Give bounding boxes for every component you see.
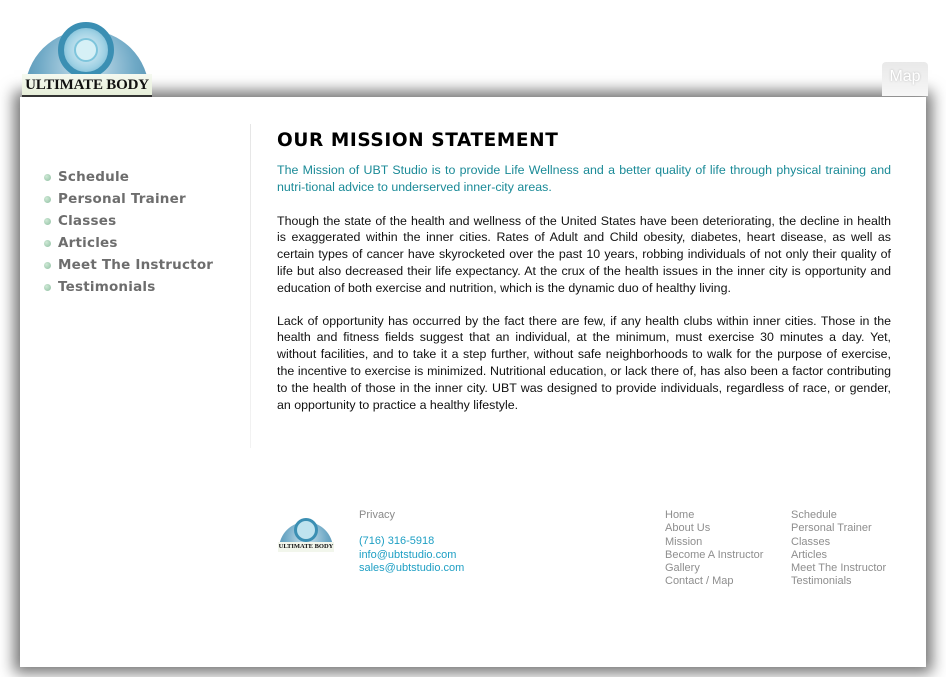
footer-link-testimonials[interactable]: Testimonials — [791, 575, 852, 588]
footer-link-gallery[interactable]: Gallery — [665, 562, 700, 575]
ultimate-body-logo[interactable] — [22, 20, 152, 98]
sidebar-item-label: Schedule — [58, 169, 130, 185]
sidebar-item-testimonials[interactable] — [44, 276, 234, 298]
sidebar-item-label: Testimonials — [58, 279, 156, 295]
footer-link-articles[interactable]: Articles — [791, 548, 828, 561]
sidebar-item-schedule[interactable] — [44, 166, 234, 188]
footer-logo[interactable] — [278, 518, 334, 552]
footer-link-personal-trainer[interactable]: Personal Trainer — [791, 522, 872, 535]
map-tab[interactable]: Map — [882, 62, 928, 96]
footer-logo-wordmark: ULTIMATE BODY — [278, 543, 334, 550]
privacy-link[interactable]: Privacy — [359, 509, 396, 521]
vertical-divider — [250, 124, 251, 448]
sidebar-item-label: Personal Trainer — [58, 191, 186, 207]
main-content — [277, 130, 891, 429]
bullet-icon — [44, 262, 51, 269]
sidebar-item-personal-trainer[interactable] — [44, 188, 234, 210]
bullet-icon — [44, 196, 51, 203]
footer-email-sales[interactable]: sales@ubtstudio.com — [359, 561, 465, 574]
sidebar-item-label: Articles — [58, 235, 118, 251]
sidebar-item-label: Classes — [58, 213, 117, 229]
footer-link-about-us[interactable]: About Us — [665, 522, 711, 535]
body-paragraph: Lack of opportunity has occurred by the fact there are few, if any health clubs within inner cities. Those in the health and fitness fields suggest that an individual, at the minimum, must exercise 30 minutes a day. Yet, without facilities, and to take it a step further, without safe neighborhoods to walk for the purpose of exercise, the incentive to exercise is minimized. Nutritional education, or lack there of, has also been a factor contributing to the health of those in the inner city. UBT was designed to provide individuals, regardless of race, or gender, an opportunity to practice a healthy lifestyle. — [277, 313, 891, 412]
footer-phone: (716) 316-5918 — [359, 535, 435, 548]
sidebar-nav — [44, 166, 234, 298]
logo-ring-inner — [74, 38, 98, 62]
sidebar-item-label: Meet The Instructor — [58, 257, 214, 273]
footer-link-classes[interactable]: Classes — [791, 535, 831, 548]
mission-lead: The Mission of UBT Studio is to provide Life Wellness and a better quality of life through physical training and nutri-tional advice to underserved inner-city areas. — [277, 163, 891, 194]
footer-link-contact-map[interactable]: Contact / Map — [665, 575, 734, 588]
sidebar-item-meet-the-instructor[interactable] — [44, 254, 234, 276]
sidebar-item-articles[interactable] — [44, 232, 234, 254]
bullet-icon — [44, 218, 51, 225]
footer-nav-col-2 — [791, 509, 886, 589]
page-title: OUR MISSION STATEMENT — [277, 130, 559, 151]
logo-wordmark: ULTIMATE BODY — [22, 74, 152, 96]
footer-link-mission[interactable]: Mission — [665, 535, 703, 548]
footer-link-home[interactable]: Home — [665, 509, 695, 521]
footer-link-meet-the-instructor[interactable]: Meet The Instructor — [791, 562, 887, 575]
bullet-icon — [44, 174, 51, 181]
footer-contact — [359, 509, 464, 575]
footer-email-info[interactable]: info@ubtstudio.com — [359, 548, 457, 561]
bullet-icon — [44, 240, 51, 247]
footer-nav-col-1 — [665, 509, 763, 589]
body-paragraph: Though the state of the health and wellness of the United States have been deteriorating, the decline in health is exaggerated within the inner cities. Rates of Adult and Child obesity, diabetes, heart disease, as well as certain types of cancer have skyrocketed over the past 10 years, robbing individuals of not only their quality of life but also decreased their life expectancy. At the crux of the health issues in the inner city is opportunity and education of both exercise and nutrition, which is the dynamic duo of healthy living. — [277, 213, 891, 295]
footer-link-become-instructor[interactable]: Become A Instructor — [665, 548, 764, 561]
footer-logo-ring — [294, 518, 318, 542]
sidebar-item-classes[interactable] — [44, 210, 234, 232]
footer-link-schedule[interactable]: Schedule — [791, 509, 837, 521]
bullet-icon — [44, 284, 51, 291]
